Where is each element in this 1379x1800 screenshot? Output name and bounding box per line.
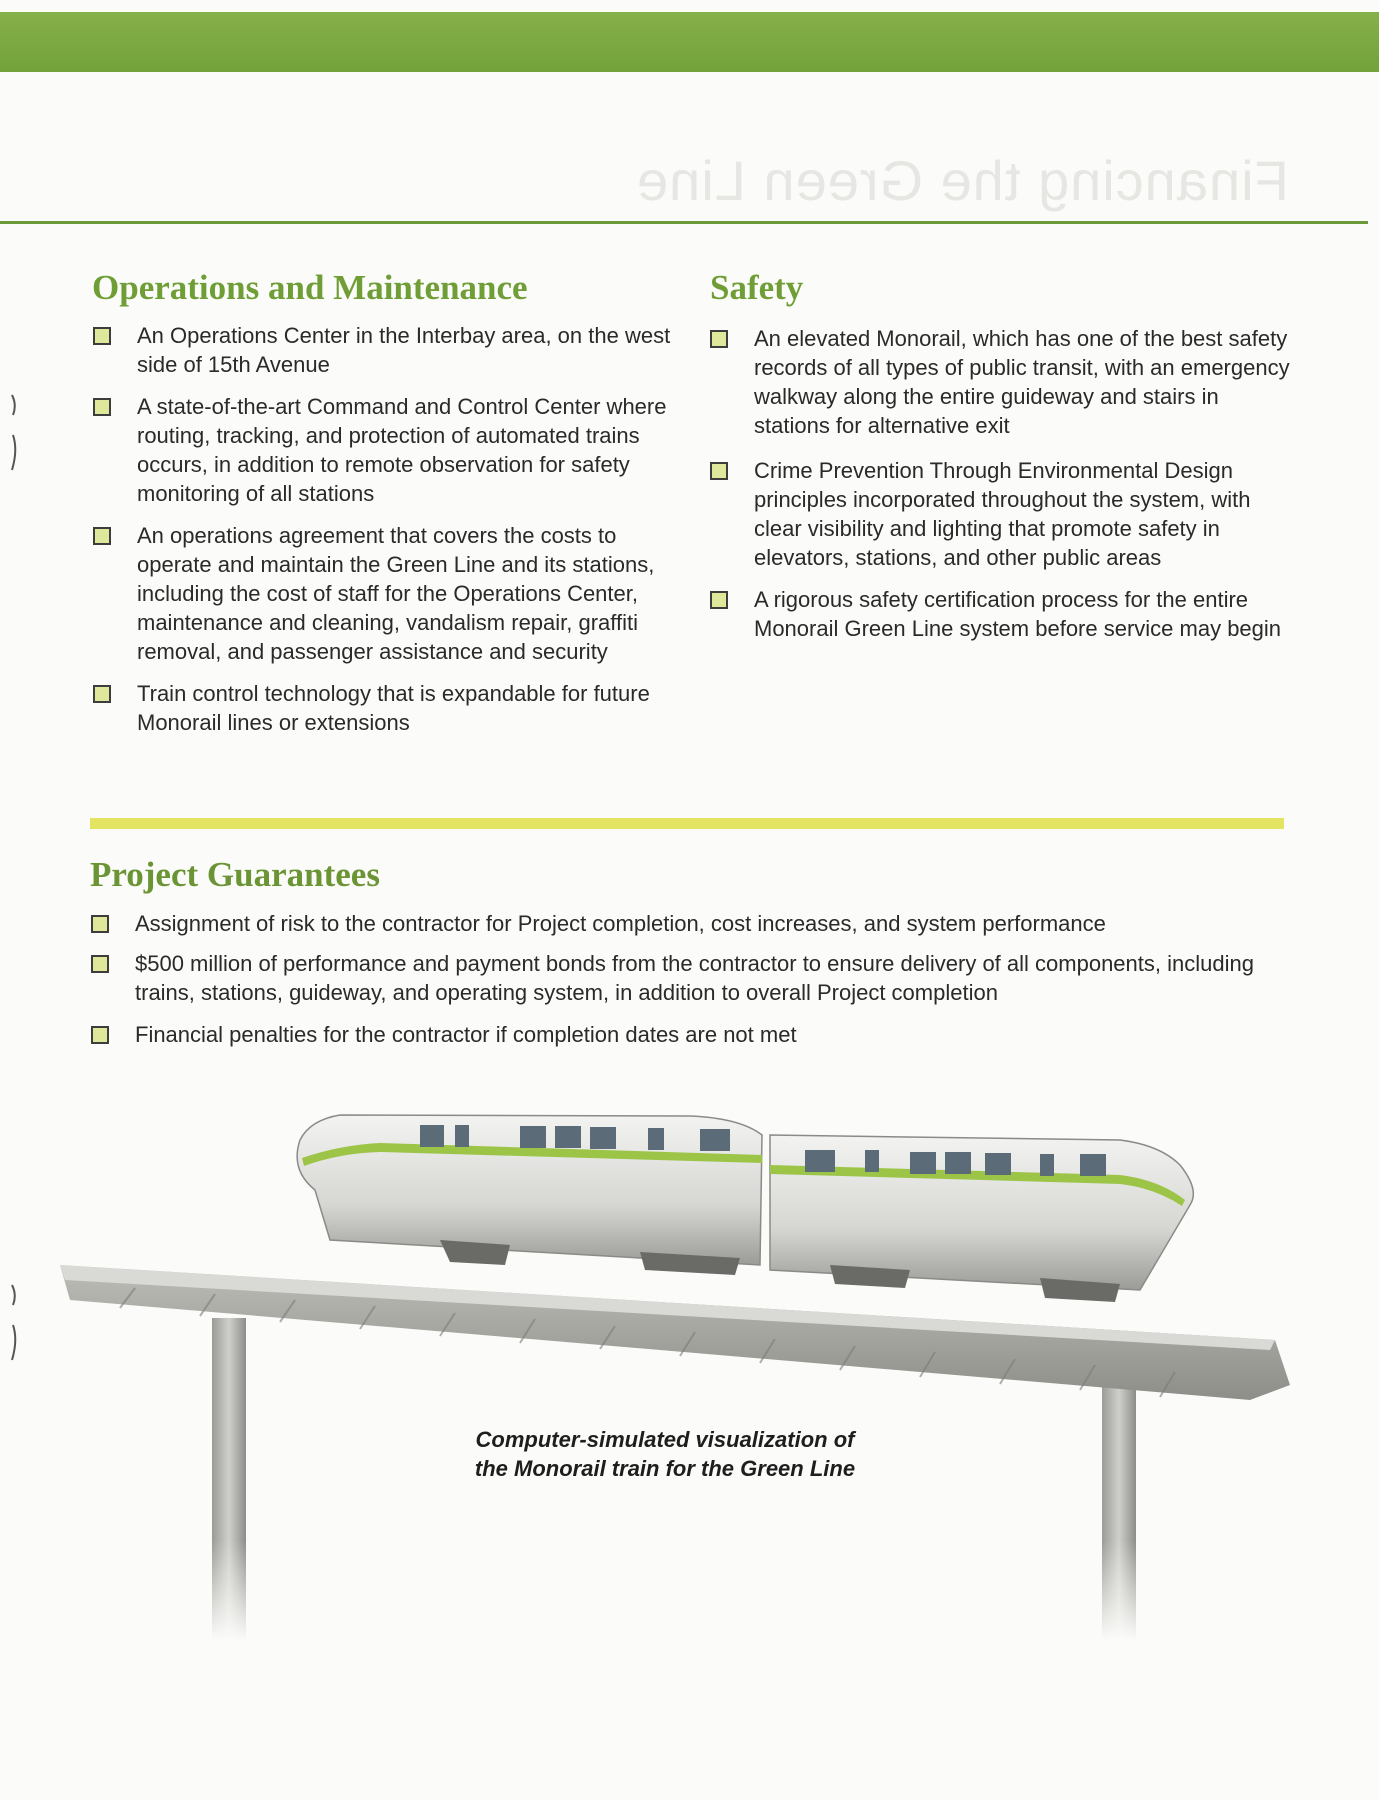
list-item-text: A state-of-the-art Command and Control Center where routing, tracking, and protection of automated trains occurs, in addition to remote observation for safety monitoring of all stations (137, 394, 667, 506)
checkbox-bullet-icon (93, 685, 111, 703)
safety-list (710, 324, 1300, 643)
caption-line: the Monorail train for the Green Line (474, 1456, 856, 1481)
checkbox-bullet-icon (710, 330, 728, 348)
list-item-text: Assignment of risk to the contractor for Project completion, cost increases, and system performance (135, 911, 1106, 936)
monorail-car-front (297, 1115, 762, 1275)
checkbox-bullet-icon (93, 327, 111, 345)
list-item-text: An Operations Center in the Interbay area, on the west side of 15th Avenue (137, 323, 671, 377)
top-color-band (0, 12, 1379, 72)
show-through-title: Financing the Green Line (636, 149, 1289, 212)
list-item (91, 949, 1311, 1007)
list-item (93, 321, 673, 379)
list-item-text: An operations agreement that covers the costs to operate and maintain the Green Line and its stations, including the cost of staff for the Operations Center, maintenance and cleaning, vandalism repair, graffiti removal, and passenger assistance and security (137, 523, 655, 664)
list-item (91, 909, 1311, 938)
list-item-text: An elevated Monorail, which has one of the best safety records of all types of public transit, with an emergency walkway along the entire guideway and stairs in stations for alternative exit (754, 326, 1290, 438)
guarantees-list (91, 909, 1311, 1049)
safety-heading: Safety (710, 268, 804, 307)
caption-line: Computer-simulated visualization of (475, 1427, 855, 1452)
monorail-car-rear (770, 1135, 1193, 1302)
monorail-visualization (40, 1040, 1300, 1640)
list-item (93, 392, 673, 508)
checkbox-bullet-icon (91, 955, 109, 973)
operations-heading: Operations and Maintenance (92, 268, 528, 307)
list-item (93, 521, 673, 666)
checkbox-bullet-icon (710, 462, 728, 480)
binding-marks-top (10, 390, 18, 480)
list-item (93, 679, 673, 737)
checkbox-bullet-icon (93, 527, 111, 545)
section-divider (90, 818, 1284, 829)
list-item (710, 585, 1300, 643)
list-item-text: A rigorous safety certification process for the entire Monorail Green Line system before service may begin (754, 587, 1282, 641)
list-item-text: $500 million of performance and payment bonds from the contractor to ensure delivery of all components, including trains, stations, guideway, and operating system, in addition to overall Project completion (135, 951, 1254, 1005)
list-item (710, 324, 1300, 440)
header-divider (0, 221, 1368, 224)
image-caption (440, 1425, 890, 1483)
checkbox-bullet-icon (710, 591, 728, 609)
list-item (710, 456, 1300, 572)
list-item-text: Train control technology that is expandable for future Monorail lines or extensions (137, 681, 650, 735)
list-item-text: Crime Prevention Through Environmental Design principles incorporated throughout the system, with clear visibility and lighting that promote safety in elevators, stations, and other public areas (754, 458, 1251, 570)
checkbox-bullet-icon (91, 915, 109, 933)
list-item-text: Financial penalties for the contractor if completion dates are not met (135, 1022, 797, 1047)
operations-list (93, 321, 673, 737)
binding-marks-bottom (10, 1280, 18, 1370)
checkbox-bullet-icon (93, 398, 111, 416)
guarantees-heading: Project Guarantees (90, 855, 380, 894)
